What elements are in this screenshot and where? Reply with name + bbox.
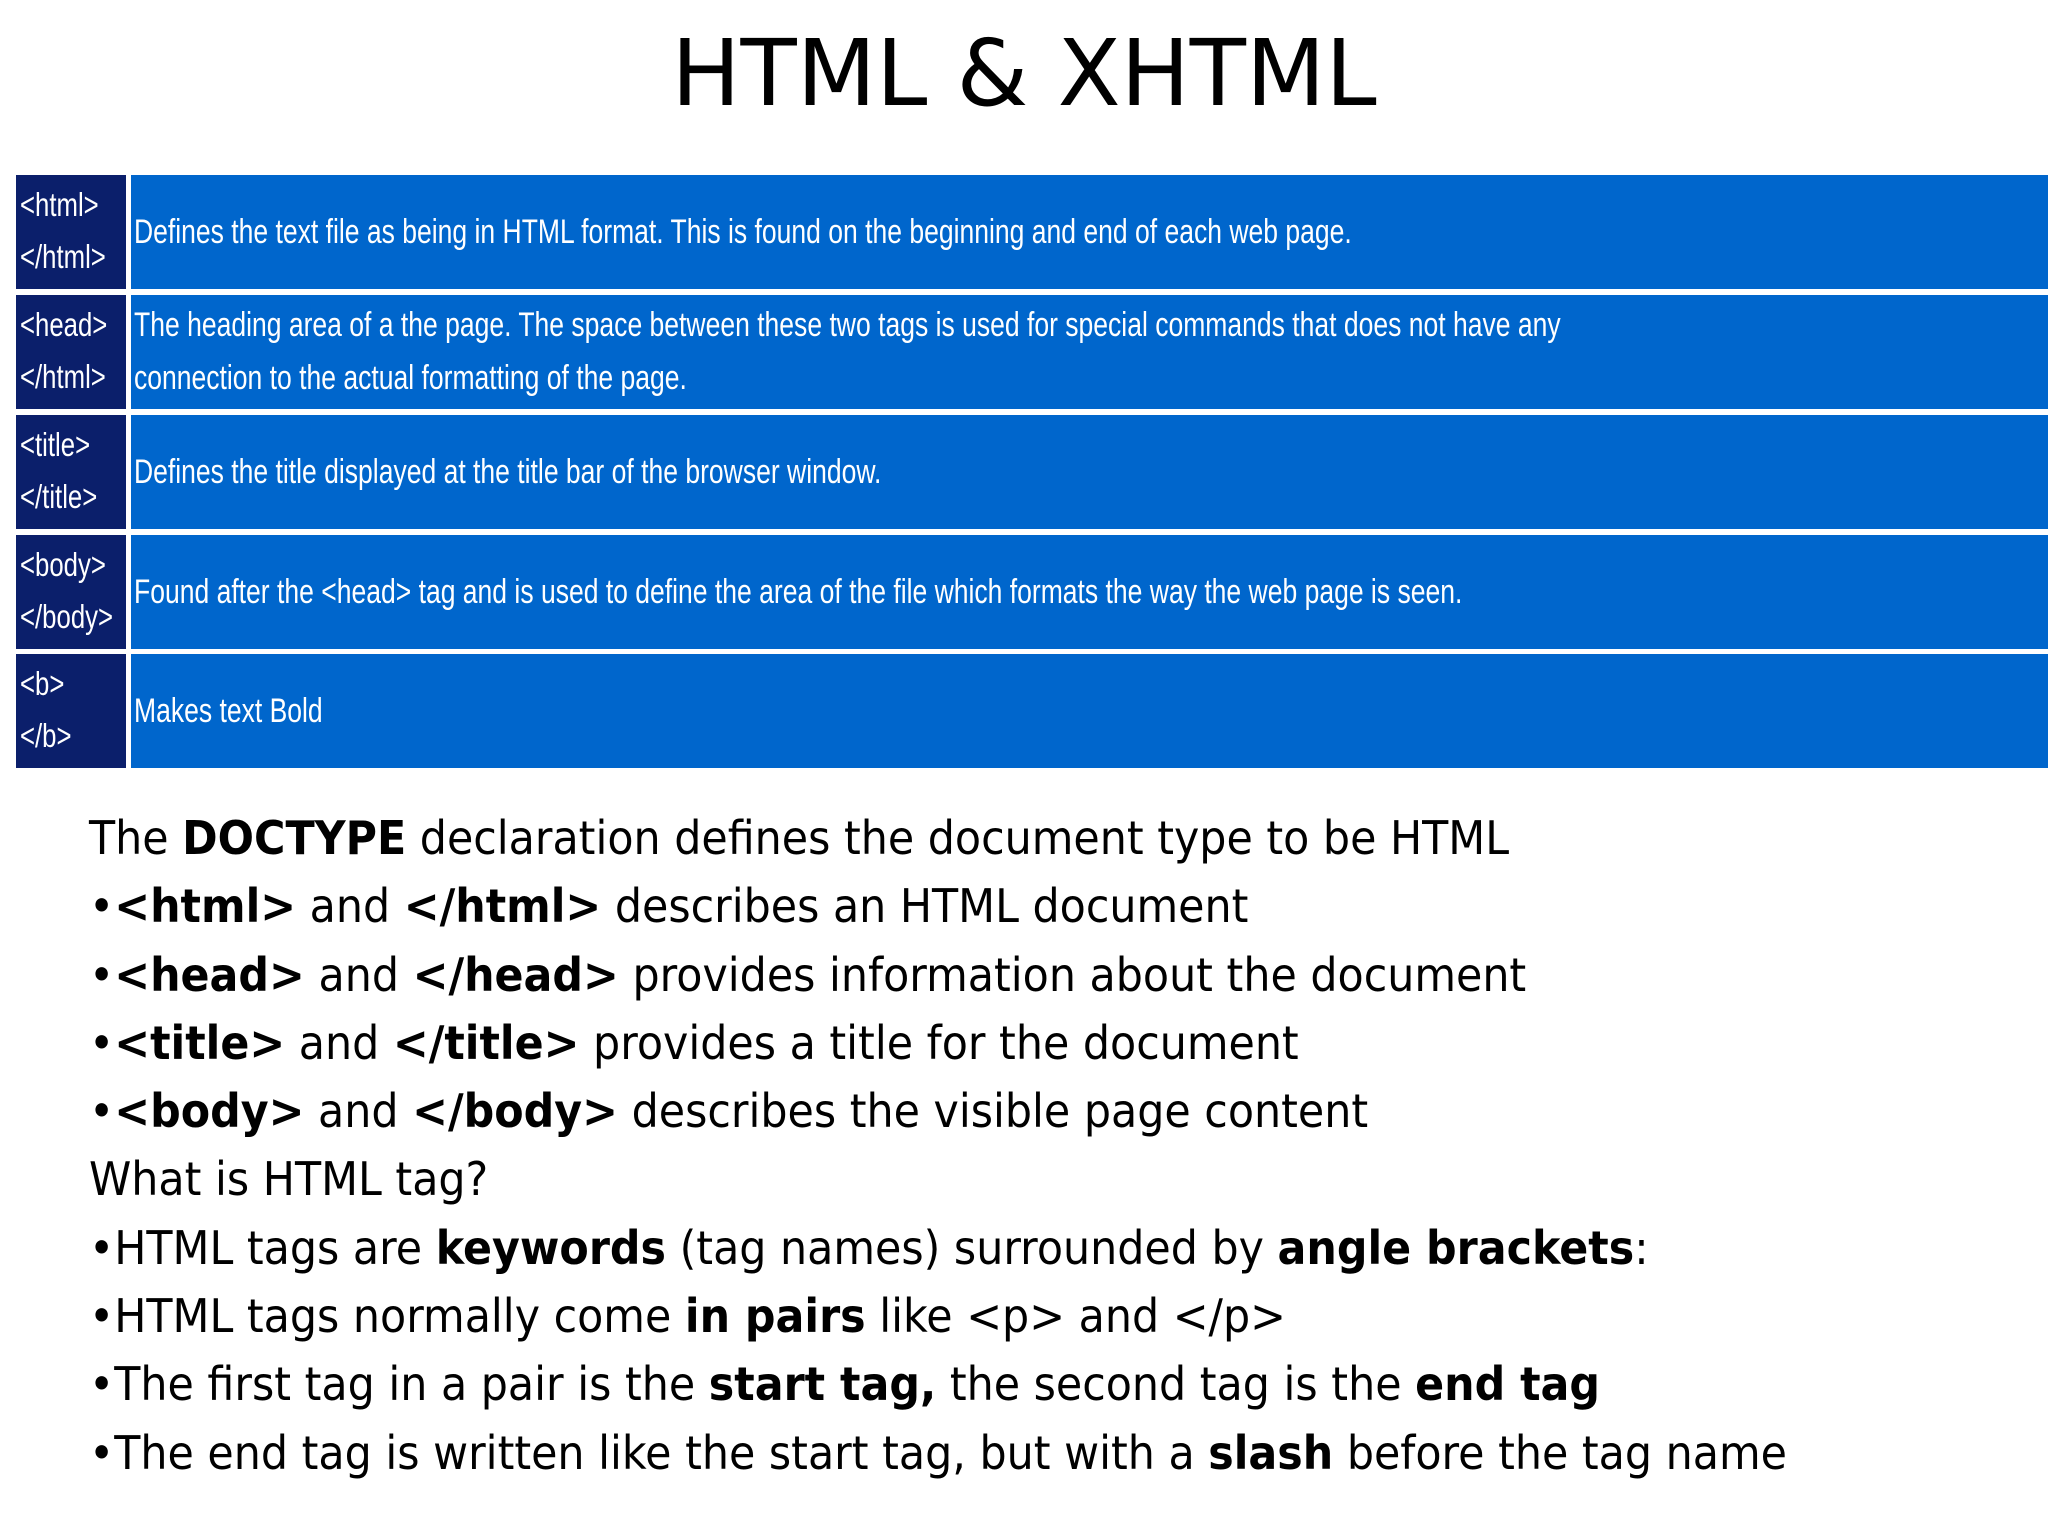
- close-tag: </b>: [20, 717, 72, 754]
- table-row-head: [16, 295, 2048, 409]
- description-cell: [131, 175, 2048, 289]
- explanation-text: [89, 804, 1989, 1487]
- tag-cell: [16, 535, 126, 649]
- close-tag: </body>: [20, 598, 114, 635]
- table-row-bold: [16, 654, 2048, 768]
- bullet-head: •<head> and </head> provides information about the document: [89, 947, 1527, 1002]
- bullet-start-end: •The first tag in a pair is the start tag, the second tag is the end tag: [89, 1357, 1601, 1412]
- tag-cell: [16, 175, 126, 289]
- bullet-keywords: •HTML tags are keywords (tag names) surrounded by angle brackets:: [89, 1220, 1649, 1275]
- open-tag: <head>: [20, 306, 108, 343]
- description-cell: [131, 535, 2048, 649]
- html-tag-table: [16, 175, 2048, 768]
- table-row-body: [16, 535, 2048, 649]
- question-line: What is HTML tag?: [89, 1152, 489, 1207]
- bullet-slash: •The end tag is written like the start tag, but with a slash before the tag name: [89, 1425, 1787, 1480]
- description-cell: [131, 415, 2048, 529]
- close-tag: </html>: [20, 238, 106, 275]
- close-tag: </html>: [20, 358, 106, 395]
- description-text: Defines the text file as being in HTML format. This is found on the beginning and end of each web page.: [134, 213, 1352, 251]
- open-tag: <html>: [20, 186, 99, 223]
- table-row-html: [16, 175, 2048, 289]
- description-text: Found after the <head> tag and is used to define the area of the file which formats the way the web page is seen.: [134, 573, 1463, 611]
- tag-cell: [16, 654, 126, 768]
- open-tag: <b>: [20, 665, 65, 702]
- description-text: Defines the title displayed at the title bar of the browser window.: [134, 453, 882, 491]
- bullet-pairs: •HTML tags normally come in pairs like <p> and </p>: [89, 1289, 1286, 1344]
- description-text: The heading area of a the page. The space between these two tags is used for special commands that does not have any connection to the actual formatting of the page.: [134, 306, 1561, 397]
- doctype-line: The DOCTYPE declaration defines the document type to be HTML: [89, 811, 1510, 865]
- open-tag: <title>: [20, 426, 91, 463]
- slide-title: HTML & XHTML: [671, 20, 1377, 127]
- table-row-title: [16, 415, 2048, 529]
- bullet-html: •<html> and </html> describes an HTML document: [89, 879, 1249, 934]
- description-text: Makes text Bold: [134, 692, 323, 730]
- bullet-title: •<title> and </title> provides a title for the document: [89, 1015, 1299, 1070]
- description-cell: [131, 295, 2048, 409]
- open-tag: <body>: [20, 546, 106, 583]
- close-tag: </title>: [20, 478, 98, 515]
- tag-cell: [16, 415, 126, 529]
- tag-cell: [16, 295, 126, 409]
- bullet-body: •<body> and </body> describes the visible page content: [89, 1084, 1369, 1139]
- description-cell: [131, 654, 2048, 768]
